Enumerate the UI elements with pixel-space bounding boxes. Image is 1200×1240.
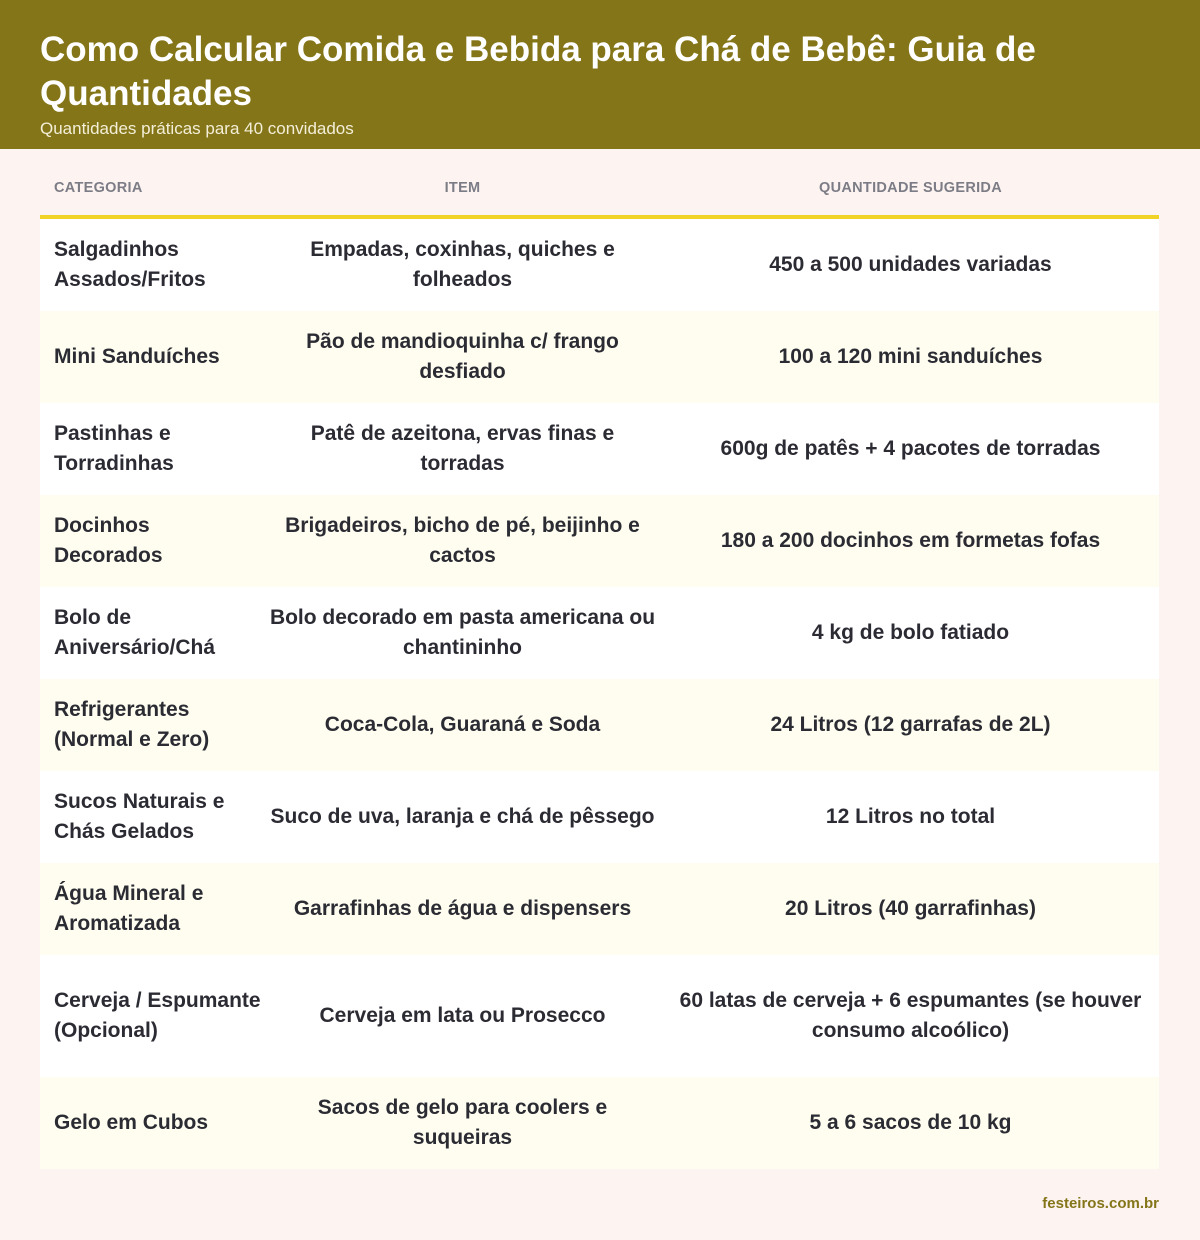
table-row — [40, 495, 1159, 587]
column-header-categoria: CATEGORIA — [54, 179, 143, 196]
cell-quantidade: 180 a 200 docinhos em formetas fofas — [720, 529, 1101, 552]
cell-categoria: Mini Sanduíches — [54, 345, 220, 368]
cell-item: Garrafinhas de água e dispensers — [293, 897, 632, 920]
cell-categoria: Bolo de Aniversário/Chá — [54, 606, 216, 659]
table-body — [40, 219, 1159, 1169]
table-row — [40, 587, 1159, 679]
cell-quantidade: 20 Litros (40 garrafinhas) — [785, 897, 1036, 920]
table-header — [40, 160, 1159, 219]
cell-quantidade: 24 Litros (12 garrafas de 2L) — [770, 713, 1051, 736]
cell-item: Sacos de gelo para coolers e suqueiras — [317, 1096, 608, 1149]
page-subtitle: Quantidades práticas para 40 convidados — [40, 119, 354, 138]
table-row — [40, 955, 1159, 1077]
column-header-item: ITEM — [444, 179, 481, 196]
cell-categoria: Docinhos Decorados — [54, 514, 163, 567]
cell-categoria: Refrigerantes (Normal e Zero) — [54, 698, 210, 751]
table-row — [40, 1077, 1159, 1169]
table-row — [40, 311, 1159, 403]
cell-item: Coca-Cola, Guaraná e Soda — [324, 713, 601, 736]
cell-categoria: Cerveja / Espumante (Opcional) — [54, 989, 261, 1042]
page-title: Como Calcular Comida e Bebida para Chá de Bebê: Guia de Quantidades — [40, 30, 1036, 113]
table-row — [40, 771, 1159, 863]
cell-quantidade: 60 latas de cerveja + 6 espumantes (se houver consumo alcoólico) — [679, 989, 1142, 1042]
page-header — [0, 0, 1200, 149]
table-row — [40, 219, 1159, 311]
cell-quantidade: 5 a 6 sacos de 10 kg — [809, 1111, 1012, 1134]
table-row — [40, 403, 1159, 495]
table-row — [40, 863, 1159, 955]
cell-item: Pão de mandioquinha c/ frango desfiado — [306, 330, 619, 383]
table-row — [40, 679, 1159, 771]
cell-quantidade: 600g de patês + 4 pacotes de torradas — [720, 437, 1101, 460]
cell-quantidade: 450 a 500 unidades variadas — [769, 253, 1052, 276]
cell-categoria: Sucos Naturais e Chás Gelados — [54, 790, 225, 843]
cell-item: Bolo decorado em pasta americana ou chantininho — [269, 606, 656, 659]
site-credit: festeiros.com.br — [1042, 1195, 1159, 1212]
cell-categoria: Gelo em Cubos — [54, 1111, 209, 1134]
cell-item: Suco de uva, laranja e chá de pêssego — [270, 805, 655, 828]
cell-quantidade: 100 a 120 mini sanduíches — [778, 345, 1043, 368]
quantities-table — [40, 160, 1159, 1169]
cell-quantidade: 12 Litros no total — [825, 805, 996, 828]
cell-item: Patê de azeitona, ervas finas e torradas — [310, 422, 615, 475]
cell-categoria: Salgadinhos Assados/Fritos — [54, 238, 206, 291]
cell-categoria: Água Mineral e Aromatizada — [54, 882, 204, 935]
cell-categoria: Pastinhas e Torradinhas — [54, 422, 174, 475]
cell-item: Empadas, coxinhas, quiches e folheados — [310, 238, 615, 291]
column-header-quantidade: QUANTIDADE SUGERIDA — [819, 179, 1002, 196]
cell-item: Cerveja em lata ou Prosecco — [319, 1004, 606, 1027]
cell-quantidade: 4 kg de bolo fatiado — [811, 621, 1010, 644]
cell-item: Brigadeiros, bicho de pé, beijinho e cactos — [285, 514, 640, 567]
